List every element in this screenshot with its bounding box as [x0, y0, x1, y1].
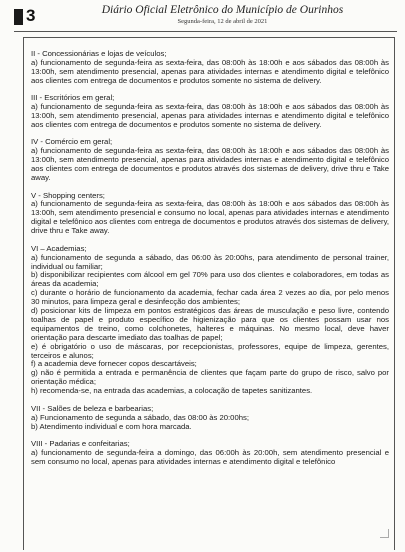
page-header	[0, 0, 405, 32]
decree-section	[31, 405, 389, 432]
section-title: IV - Comércio em geral;	[31, 137, 113, 147]
section-title: II - Concessionárias e lojas de veículos;	[31, 49, 167, 58]
decree-section	[31, 440, 389, 467]
decree-section	[31, 94, 389, 130]
section-item: a) funcionamento de segunda-feira as sexta-feira, das 08:00h às 18:00h e aos sábados das 08:00h às 13:00h, sem atendimento presencial, apenas para atividades internas e atendimento digital e telefônico aos clientes com entrega de documentos e produtos através dos sistemas de delivery, drive thru e Take away.	[31, 146, 389, 183]
section-title: VII - Salões de beleza e barbearias;	[31, 403, 154, 413]
decree-section	[31, 50, 389, 86]
section-item: f) a academia deve fornecer copos descartáveis;	[31, 359, 197, 369]
section-item: a) funcionamento de segunda-feira as sexta-feira, das 08:00h às 18:00h e aos sábados das 08:00h às 13:00h, sem atendimento presencial, apenas para atividades internas e atendimento digital e telefônico aos clientes com entrega de documentos e produtos somente no sistema de delivery.	[31, 102, 389, 129]
section-item: c) durante o horário de funcionamento da academia, fechar cada área 2 vezes ao dia, por pelo menos 30 minutos, para limpeza geral e desinfecção dos ambientes;	[31, 288, 389, 307]
header-divider	[14, 31, 397, 32]
section-title: VIII - Padarias e confeitarias;	[31, 439, 130, 448]
section-item: b) disponibilizar recipientes com álcool em gel 70% para uso dos clientes e colaboradores, em todas as áreas da academia;	[31, 270, 389, 289]
section-item: a) funcionamento de segunda-feira as sexta-feira, das 08:00h às 18:00h e aos sábados das 08:00h às 13:00h, sem atendimento presencial, apenas para atividades internas e atendimento digital e telefônico aos clientes com entrega de documentos e produtos somente no sistema de delivery.	[31, 57, 389, 85]
document-body	[31, 50, 389, 475]
decree-section	[31, 138, 389, 183]
publication-title: Diário Oficial Eletrônico do Município de Ourinhos	[101, 4, 344, 16]
page-number: 3	[26, 6, 36, 25]
section-title: VI – Academias;	[31, 243, 87, 253]
page-number-marker	[14, 9, 23, 25]
publication-date: Segunda-feira, 12 de abril de 2021	[177, 18, 268, 25]
section-item: g) não é permitida a entrada e permanência de clientes que façam parte do grupo de risco, salvo por orientação médica;	[31, 368, 389, 387]
section-item: a) funcionamento de segunda-feira a domingo, das 06:00h às 20:00h, sem atendimento presencial e sem consumo no local, apenas para atividades internas e atendimento digital e telefônico	[31, 447, 389, 466]
section-title: III - Escritórios em geral;	[31, 93, 115, 103]
section-item: b) Atendimento individual e com hora marcada.	[31, 421, 192, 431]
section-item: a) Funcionamento de segunda a sábado, das 08:00 às 20:00hs;	[31, 412, 249, 422]
section-item: a) funcionamento de segunda-feira as sexta-feira, das 08:00h às 18:00h e aos sábados das 08:00h às 13:00h, sem atendimento presencial e consumo no local, apenas para atividades internas e atendimento digital e telefônico aos clientes com entrega de documentos e produtos através dos sistemas de delivery, drive thru e Take away.	[31, 199, 389, 236]
decree-section	[31, 245, 389, 396]
section-item: a) funcionamento de segunda a sábado, das 06:00 às 20:00hs, para atendimento de personal trainer, individual ou familiar;	[31, 252, 389, 271]
page-curl-icon	[380, 529, 389, 538]
section-item: h) recomenda-se, na entrada das academias, a colocação de tapetes sanitizantes.	[31, 386, 313, 396]
decree-section	[31, 192, 389, 237]
section-item: e) é obrigatório o uso de máscaras, por recepcionistas, professores, equipe de limpeza, gerentes, terceiros e alunos;	[31, 341, 389, 360]
section-item: d) posicionar kits de limpeza em pontos estratégicos das áreas de musculação e peso livre, contendo toalhas de papel e produto específico de higienização para que os clientes possam usar nos equipamentos de treino, como colchonetes, halteres e máquinas. No mesmo local, deve haver orientação para descarte imediato das toalhas de papel;	[31, 306, 389, 342]
section-title: V - Shopping centers;	[31, 190, 105, 200]
